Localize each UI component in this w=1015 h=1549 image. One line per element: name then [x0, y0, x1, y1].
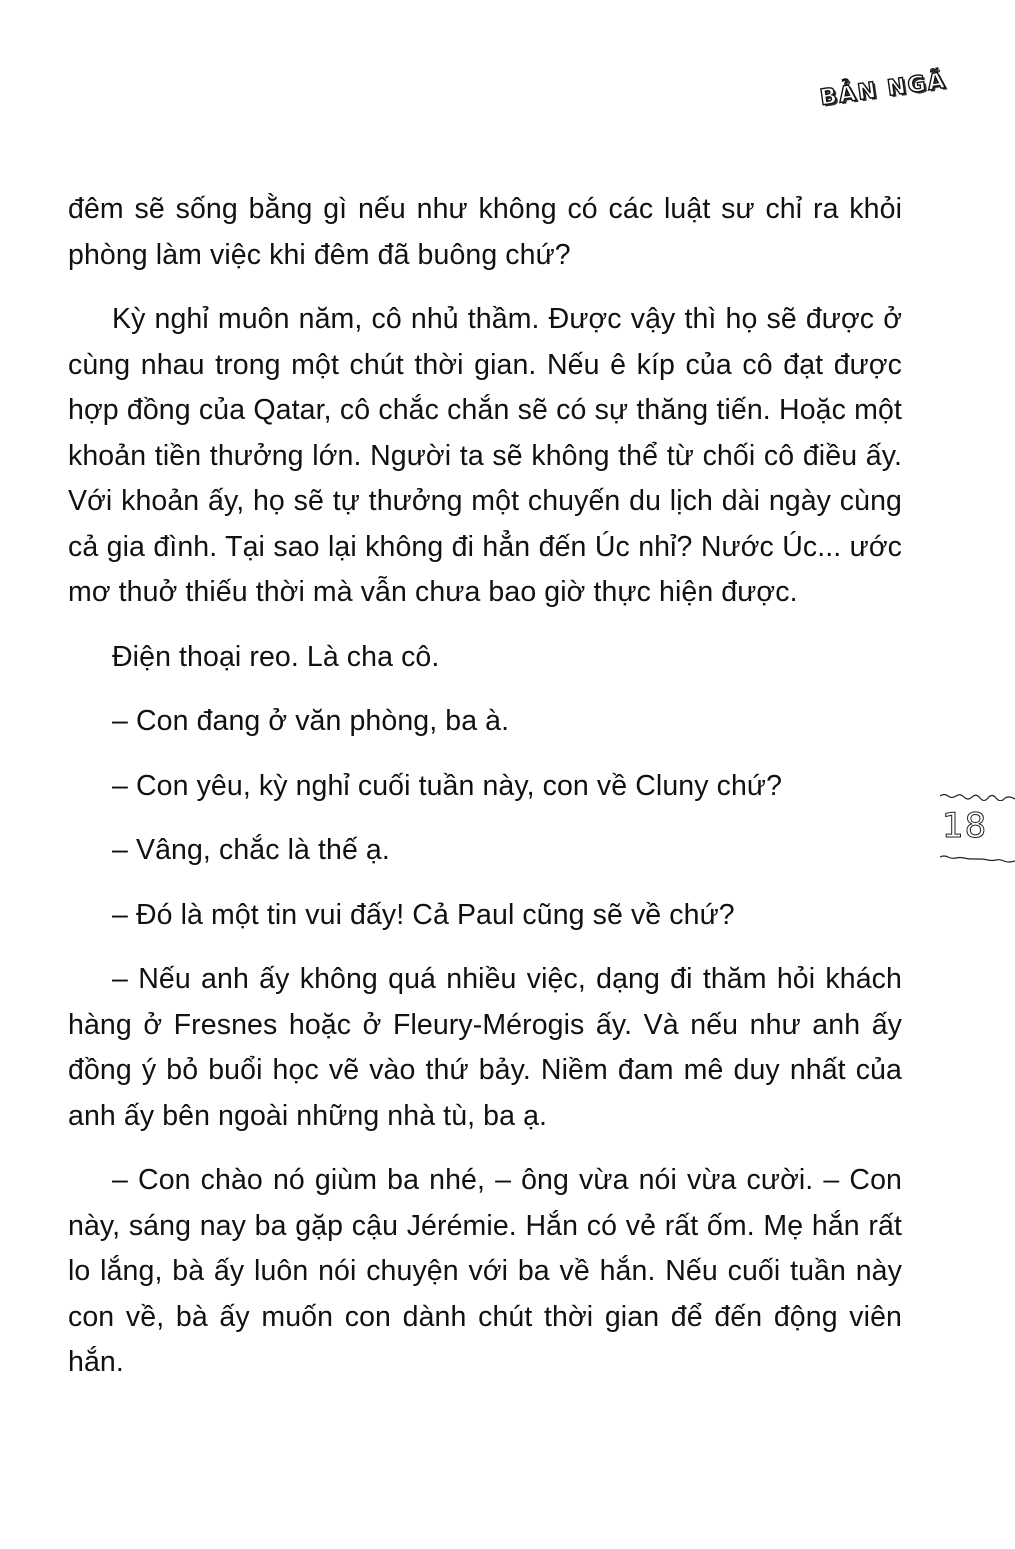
- running-head-title: BẢN NGÃ: [818, 68, 949, 111]
- dialogue-line: – Đó là một tin vui đấy! Cả Paul cũng sẽ về chứ?: [112, 898, 735, 931]
- dialogue-line: – Con yêu, kỳ nghỉ cuối tuần này, con về Cluny chứ?: [112, 769, 783, 802]
- paragraph-continuation: đêm sẽ sống bằng gì nếu như không có các luật sư chỉ ra khỏi phòng làm việc khi đêm đã buông chứ?: [68, 193, 902, 271]
- paragraph-narration: Kỳ nghỉ muôn năm, cô nhủ thầm. Được vậy thì họ sẽ được ở cùng nhau trong một chút thời gian. Nếu ê kíp của cô đạt được hợp đồng của Qatar, cô chắc chắn sẽ có sự thăng tiến. Hoặc một khoản tiền thưởng lớn. Người ta sẽ không thể từ chối cô điều ấy. Với khoản ấy, họ sẽ tự thưởng một chuyến du lịch dài ngày cùng cả gia đình. Tại sao lại không đi hẳn đến Úc nhỉ? Nước Úc... ước mơ thuở thiếu thời mà vẫn chưa bao giờ thực hiện được.: [68, 303, 902, 608]
- wavy-rule-top-icon: [940, 793, 1015, 801]
- dialogue-line: – Nếu anh ấy không quá nhiều việc, dạng đi thăm hỏi khách hàng ở Fresnes hoặc ở Fleury-Mérogis ấy. Và nếu như anh ấy đồng ý bỏ buổi học vẽ vào thứ bảy. Niềm đam mê duy nhất của anh ấy bên ngoài những nhà tù, ba ạ.: [68, 963, 902, 1132]
- dialogue-line: – Con chào nó giùm ba nhé, – ông vừa nói vừa cười. – Con này, sáng nay ba gặp cậu Jérémie. Hắn có vẻ rất ốm. Mẹ hắn rất lo lắng, bà ấy luôn nói chuyện với ba về hắn. Nếu cuối tuần này con về, bà ấy muốn con dành chút thời gian để đến động viên hắn.: [68, 1164, 902, 1378]
- page-body: [68, 187, 902, 1405]
- page-number: 18: [942, 806, 988, 846]
- page-number-marker: [940, 793, 1015, 865]
- paragraph-phone-rings: Điện thoại reo. Là cha cô.: [112, 640, 440, 673]
- dialogue-line: – Con đang ở văn phòng, ba à.: [112, 705, 510, 737]
- dialogue-line: – Vâng, chắc là thế ạ.: [112, 834, 390, 866]
- wavy-rule-bottom-icon: [940, 855, 1015, 863]
